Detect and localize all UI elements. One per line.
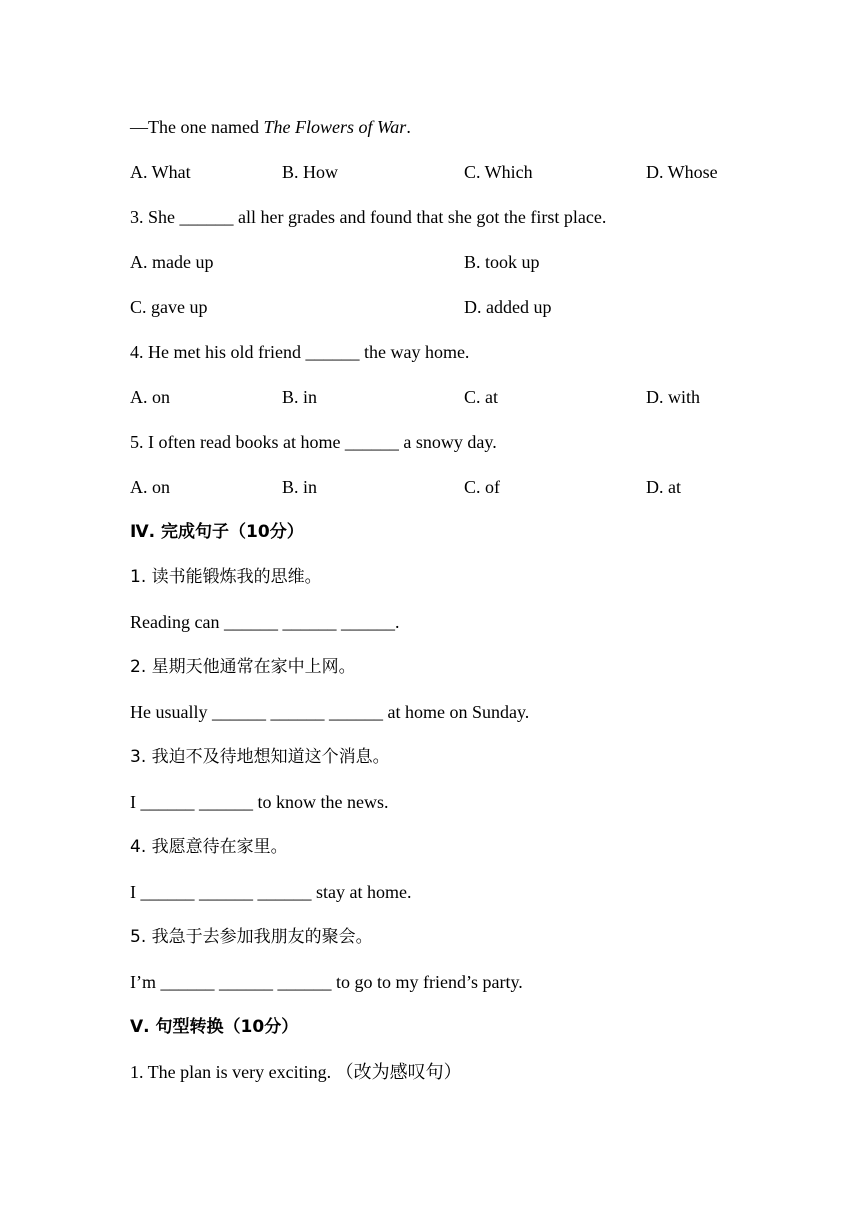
q5-stem: 5. I often read books at home ______ a snowy day. bbox=[130, 432, 497, 452]
q4-option-b: B. in bbox=[282, 387, 318, 407]
s4-item4-cn: 4. 我愿意待在家里。 bbox=[130, 837, 288, 857]
q2-option-c: C. Which bbox=[464, 162, 533, 182]
q4-stem: 4. He met his old friend ______ the way home. bbox=[130, 342, 470, 362]
q2-answer-line bbox=[130, 116, 411, 138]
q3-option-c: C. gave up bbox=[130, 297, 208, 317]
q2-answer-prefix: —The one named bbox=[130, 117, 264, 137]
s4-item1-en: Reading can ______ ______ ______. bbox=[130, 612, 400, 632]
q4-option-a: A. on bbox=[130, 387, 170, 407]
s4-item2-en: He usually ______ ______ ______ at home on Sunday. bbox=[130, 702, 530, 722]
q5-option-d: D. at bbox=[646, 477, 681, 497]
q2-answer-title: The Flowers of War bbox=[263, 117, 407, 137]
q2-option-a: A. What bbox=[130, 162, 191, 182]
q4-option-d: D. with bbox=[646, 387, 700, 407]
s4-item3-cn: 3. 我迫不及待地想知道这个消息。 bbox=[130, 747, 390, 767]
s4-item5-cn: 5. 我急于去参加我朋友的聚会。 bbox=[130, 927, 373, 947]
s5-q1: 1. The plan is very exciting. （改为感叹句） bbox=[130, 1062, 462, 1082]
q3-stem: 3. She ______ all her grades and found that she got the first place. bbox=[130, 207, 607, 227]
s4-item4-en: I ______ ______ ______ stay at home. bbox=[130, 882, 412, 902]
q3-option-b: B. took up bbox=[464, 252, 540, 272]
q4-option-c: C. at bbox=[464, 387, 498, 407]
q3-option-d: D. added up bbox=[464, 297, 552, 317]
q3-option-a: A. made up bbox=[130, 252, 214, 272]
q5-option-c: C. of bbox=[464, 477, 500, 497]
section-5-title: Ⅴ. 句型转换（10分） bbox=[130, 1017, 299, 1037]
s4-item2-cn: 2. 星期天他通常在家中上网。 bbox=[130, 657, 356, 677]
section-4-title: Ⅳ. 完成句子（10分） bbox=[130, 522, 304, 542]
q2-answer-suffix: . bbox=[406, 117, 411, 137]
q2-option-b: B. How bbox=[282, 162, 339, 182]
s4-item1-cn: 1. 读书能锻炼我的思维。 bbox=[130, 567, 322, 587]
q2-option-d: D. Whose bbox=[646, 162, 718, 182]
q5-option-a: A. on bbox=[130, 477, 170, 497]
s4-item5-en: I’m ______ ______ ______ to go to my friend’s party. bbox=[130, 972, 523, 992]
s4-item3-en: I ______ ______ to know the news. bbox=[130, 792, 389, 812]
q5-option-b: B. in bbox=[282, 477, 318, 497]
